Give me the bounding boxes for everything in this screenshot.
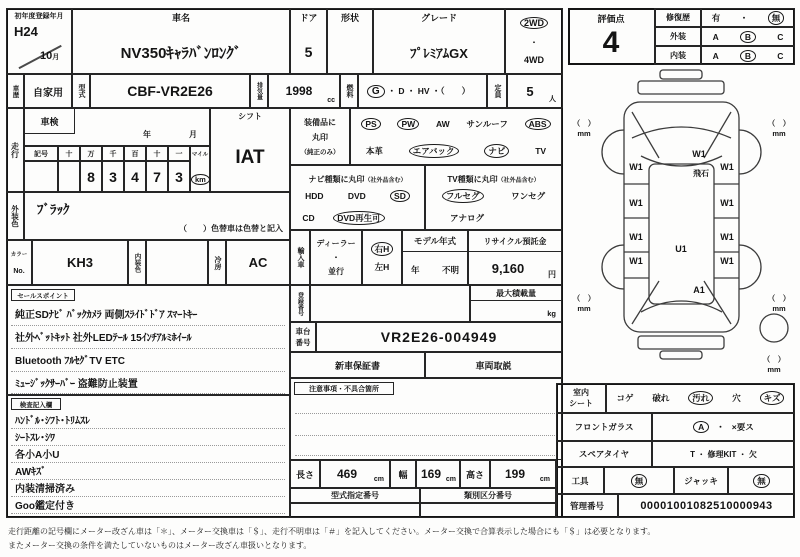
import-dot: ・ <box>332 253 340 262</box>
equipment-item: TV <box>535 146 547 156</box>
car-name-label: 車名 <box>171 13 190 23</box>
drivetrain-4wd: 4WD <box>524 55 544 66</box>
width-value: 169 <box>420 467 442 481</box>
recycle-deposit-label: リサイクル預託金 <box>469 231 561 252</box>
car-name-value: NV350ｷｬﾗﾊﾞﾝﾛﾝｸﾞ <box>120 44 242 62</box>
shift-label: シフト <box>238 112 262 121</box>
repair-dot: ・ <box>739 12 749 23</box>
rear-bumper-bottom <box>660 351 702 359</box>
shaken-cell <box>24 108 210 146</box>
equipment-header-l2: 丸印 <box>312 133 328 142</box>
inspection-notes-label: 検査記入欄 <box>11 398 61 410</box>
equipment-items <box>350 108 562 165</box>
exterior-color-label: 外装色 <box>6 192 24 240</box>
notes-line <box>295 455 557 456</box>
navi-type-item: SD <box>390 190 410 202</box>
rating-score-cell <box>568 8 655 65</box>
notes-label: 注意事項・不具合箇所 <box>294 382 394 395</box>
notes-line <box>295 413 557 414</box>
color-no-label-l2: No. <box>13 267 25 275</box>
new-car-warranty: 新車保証書 <box>290 352 425 378</box>
mileage-symbol-header: 記号 <box>24 146 58 161</box>
tools-none: 無 <box>631 474 648 488</box>
mileage-digit: 3 <box>102 161 124 192</box>
month-value: 10 <box>40 50 53 62</box>
grade-b: B <box>740 31 756 43</box>
sales-point-line: 純正SDﾅﾋﾞ ﾊﾞｯｸｶﾒﾗ 両側ｽﾗｲﾄﾞﾄﾞｱ ｽﾏｰﾄｷｰ <box>11 302 285 326</box>
spare-tread-unit: mm <box>767 365 781 374</box>
sales-point-line: 社外ﾍﾞｯﾄｷｯﾄ 社外LEDﾃｰﾙ 15ｲﾝﾁｱﾙﾐﾎｲｰﾙ <box>11 325 285 349</box>
navi-type-title: ナビ種類に丸印 <box>308 175 365 184</box>
payload-unit: kg <box>547 309 556 318</box>
displacement-label: 排気量 <box>250 74 268 108</box>
damage-mark: W1 <box>692 149 706 159</box>
tv-type-item: アナログ <box>450 213 485 223</box>
mileage-col-header: 千 <box>102 146 124 161</box>
chassis-label-l1: 車台 <box>295 327 311 336</box>
equipment-item: エアバック <box>409 144 459 158</box>
history-label: 車歴 <box>6 74 24 108</box>
fuel-options: ・ D ・ HV ・（ ） <box>387 86 471 96</box>
fuel-gasoline: G <box>367 85 385 98</box>
damage-mark: W1 <box>720 256 734 266</box>
sales-point-line: Bluetooth ﾌﾙｾｸﾞTV ETC <box>11 348 285 372</box>
class-division-label: 類別区分番号 <box>420 488 556 503</box>
mileage-col-header: 百 <box>124 146 146 161</box>
capacity-value: 5 <box>526 83 534 99</box>
km-wrap <box>191 169 209 187</box>
repair-history-label: 修復歴 <box>655 8 701 27</box>
model-year-unknown: 不明 <box>441 265 459 275</box>
type-designation-label: 型式指定番号 <box>290 488 420 503</box>
grade-c: C <box>777 31 784 42</box>
equipment-item: AW <box>435 119 450 129</box>
grade-a: A <box>712 31 719 42</box>
seat-condition-item: コゲ <box>616 393 634 403</box>
equipment-item: ナビ <box>484 144 509 158</box>
navi-type-row-2 <box>293 207 394 229</box>
width-cell <box>416 460 460 488</box>
vehicle-manual: 車両取説 <box>425 352 562 378</box>
recycle-deposit-value: 9,160 <box>491 261 525 276</box>
color-no-label <box>6 240 32 285</box>
import-dealer: ディーラー <box>316 239 356 248</box>
management-number-label: 管理番号 <box>556 494 618 518</box>
tread-unit: mm <box>577 304 591 313</box>
notes-section <box>290 378 562 460</box>
damage-mark: W1 <box>629 198 643 208</box>
length-cell <box>320 460 390 488</box>
shift-value: IAT <box>235 147 265 168</box>
navi-type-row-1 <box>293 185 422 207</box>
tv-type-item: ワンセグ <box>511 191 546 201</box>
import-dealer-cell <box>310 230 362 285</box>
seat-condition-items <box>606 383 795 413</box>
chassis-label <box>290 322 316 352</box>
equipment-header-l3: （純正のみ） <box>300 149 340 156</box>
tv-type-row-1 <box>428 185 559 207</box>
displacement-cell <box>268 74 340 108</box>
jack-label: ジャッキ <box>674 467 728 494</box>
width-unit: cm <box>445 476 456 483</box>
navi-type-note: （社外品含む） <box>364 178 407 184</box>
footer-line-2: またメーター交換の条件を満たしていないものはメーター改ざん車扱いとなります。 <box>8 541 312 550</box>
navi-type-item: CD <box>302 213 315 223</box>
displacement-value: 1998 <box>285 84 313 98</box>
tread-unit: mm <box>772 129 786 138</box>
first-registration-year: H24 <box>14 24 38 39</box>
car-body <box>624 102 739 332</box>
mileage-digit: 4 <box>124 161 146 192</box>
footer-line-1: 走行距離の記号欄にメーター改ざん車は「＊」、メーター交換車は「＄」、走行不明車は「＃」を記入してください。メーター交換で合算表示した場合にも「＄」は必要となります。 <box>8 527 656 536</box>
windshield-label: フロントガラス <box>556 413 652 441</box>
fuel-label: 燃料 <box>340 74 358 108</box>
grade-cell <box>373 8 505 74</box>
tools-value <box>604 467 674 494</box>
height-label: 高さ <box>460 460 490 488</box>
navi-type-item: DVD <box>347 191 366 201</box>
spare-tire-label: スペアタイヤ <box>556 441 652 467</box>
damage-mark: W1 <box>720 162 734 172</box>
seat-label-l1: 室内 <box>573 387 589 397</box>
tools-label: 工具 <box>556 467 604 494</box>
door-label: ドア <box>299 13 318 23</box>
windshield-value <box>652 413 795 441</box>
chassis-label-l2: 番号 <box>295 338 311 347</box>
model-year-unit: 年 <box>411 265 420 275</box>
tread-bracket: （ ） <box>767 119 791 128</box>
navi-type-item: HDD <box>305 191 324 201</box>
cooling-value: AC <box>226 240 290 285</box>
navi-type-item: DVD再生可 <box>333 211 384 225</box>
notes-line <box>295 435 557 436</box>
equipment-item: PS <box>361 118 380 130</box>
grade-label: グレード <box>420 13 457 23</box>
equipment-item: 本革 <box>365 146 383 156</box>
rear-bumper <box>638 336 724 349</box>
inspection-note-line: ﾊﾝﾄﾞﾙ･ｼﾌﾄ･ﾄﾘﾑｽﾚ <box>11 411 285 429</box>
sales-point-line: ﾐｭｰｼﾞｯｸｻｰﾊﾞｰ 盗難防止装置 <box>11 371 285 394</box>
mileage-col-header: 十 <box>146 146 168 161</box>
shaken-month-unit: 月 <box>189 130 197 139</box>
repair-yes: 有 <box>711 12 721 23</box>
interior-grade-value <box>701 46 795 65</box>
shaken-year-unit: 年 <box>143 130 151 139</box>
capacity-unit: 人 <box>549 96 556 103</box>
seat-condition-item: 汚れ <box>688 391 713 405</box>
tv-type-row-2 <box>450 207 484 229</box>
tv-type-note: （社外品含む） <box>497 178 540 184</box>
first-registration-label: 初年度登録年月 <box>14 13 64 20</box>
color-no-value: KH3 <box>32 240 128 285</box>
damage-mark: W1 <box>720 232 734 242</box>
mileage-digit <box>58 161 80 192</box>
front-bumper <box>638 81 724 94</box>
mileage-digit: 3 <box>168 161 190 192</box>
rear-mark: A1 <box>693 285 705 295</box>
first-registration-month <box>40 50 59 62</box>
drivetrain-dot: ・ <box>530 37 538 47</box>
handle-right: 右H <box>371 242 394 256</box>
equipment-row-1 <box>353 111 559 137</box>
type-designation-value <box>290 503 420 518</box>
model-year-label: モデル年式 <box>403 231 467 252</box>
color-no-label-l1: カラー <box>10 252 28 259</box>
shape-label: 形状 <box>340 13 359 23</box>
spare-tire-value: T ・ 修理KIT ・ 欠 <box>652 441 795 467</box>
seat-condition-item: 破れ <box>652 393 670 403</box>
mileage-col-header: 万 <box>80 146 102 161</box>
front-bumper-top <box>660 70 702 79</box>
model-code-label: 型式 <box>72 74 90 108</box>
tread-bracket: （ ） <box>572 294 596 303</box>
import-parallel: 並行 <box>328 267 344 276</box>
grade-value: ﾌﾟﾚﾐｱﾑGX <box>410 45 468 61</box>
management-number-value: 00001001082510000943 <box>618 494 795 518</box>
seat-label-l2: シート <box>569 399 593 409</box>
tv-type-title: TV種類に丸印 <box>447 175 498 184</box>
class-division-value <box>420 503 556 518</box>
grade-b: B <box>740 50 756 62</box>
jack-value <box>728 467 795 494</box>
seat-label <box>556 383 606 413</box>
height-cell <box>490 460 556 488</box>
registration-number-label: 登録番号 <box>290 285 310 322</box>
month-unit: 月 <box>52 54 60 61</box>
mileage-unit-cell <box>190 146 210 192</box>
tread-unit: mm <box>577 129 591 138</box>
length-label: 長さ <box>290 460 320 488</box>
sales-points-section <box>6 285 290 395</box>
windshield-x: ×要ス <box>731 422 754 432</box>
damage-mark: W1 <box>629 256 643 266</box>
mileage-digit: 8 <box>80 161 102 192</box>
model-year-cell <box>402 230 468 285</box>
handle-left: 左H <box>374 262 390 273</box>
tread-bracket: （ ） <box>572 119 596 128</box>
seat-condition-item: キズ <box>760 391 785 405</box>
inspection-note-line: 内装清掃済み <box>11 479 285 497</box>
chassis-value: VR2E26-004949 <box>316 322 562 352</box>
damage-mark: W1 <box>629 232 643 242</box>
inspection-note-line: ｼｰﾄｽﾚ･ｼﾜ <box>11 428 285 446</box>
interior-grade-label: 内装 <box>655 46 701 65</box>
cooling-label: 冷房 <box>208 240 226 285</box>
height-unit: cm <box>539 476 550 483</box>
recycle-deposit-unit: 円 <box>548 270 556 279</box>
shaken-label: 車検 <box>25 109 75 134</box>
payload-label: 最大積載量 <box>471 286 561 301</box>
km-label: km <box>191 174 210 185</box>
capacity-label: 定員 <box>487 74 507 108</box>
door-value: 5 <box>304 44 313 60</box>
equipment-item: PW <box>397 118 419 130</box>
length-value: 469 <box>336 467 358 481</box>
grade-c: C <box>777 50 784 61</box>
history-value: 自家用 <box>24 74 72 108</box>
exterior-color-value: ﾌﾞﾗｯｸ <box>37 202 70 217</box>
floor-mark: U1 <box>675 244 687 254</box>
tv-type-cell <box>425 165 562 230</box>
inspection-note-line: 各小A小U <box>11 445 285 463</box>
door-cell <box>290 8 327 74</box>
mile-label: マイル <box>191 152 209 158</box>
inspection-note-line: AWｷｽﾞ <box>11 462 285 480</box>
seat-condition-item: 穴 <box>732 393 741 403</box>
rating-label: 評価点 <box>597 14 625 24</box>
spare-tread-bracket: （ ） <box>762 355 786 364</box>
car-name-cell <box>72 8 290 74</box>
jack-none: 無 <box>753 474 770 488</box>
payload-cell <box>470 285 562 322</box>
tv-type-item: フルセグ <box>442 189 484 203</box>
car-damage-diagram <box>568 66 795 383</box>
stone-chip-mark: 飛石 <box>693 169 709 178</box>
first-registration-cell <box>6 8 72 74</box>
width-label: 幅 <box>390 460 416 488</box>
grade-a: A <box>712 50 719 61</box>
mileage-col-header: 十 <box>58 146 80 161</box>
mileage-label: 走行 <box>6 108 24 192</box>
shift-cell <box>210 108 290 192</box>
exterior-grade-label: 外装 <box>655 27 701 46</box>
spare-tire <box>760 314 788 342</box>
exterior-grade-value <box>701 27 795 46</box>
equipment-header <box>290 108 350 165</box>
inspection-notes-section <box>6 395 290 518</box>
repair-no: 無 <box>768 11 785 25</box>
mileage-digit: 7 <box>146 161 168 192</box>
mileage-col-header: 一 <box>168 146 190 161</box>
windshield-dot: ・ <box>716 422 725 432</box>
drivetrain-2wd: 2WD <box>520 17 548 29</box>
equipment-item: ABS <box>525 118 551 130</box>
length-unit: cm <box>373 476 384 483</box>
shape-cell <box>327 8 373 74</box>
tread-unit: mm <box>772 304 786 313</box>
recycle-deposit-cell <box>468 230 562 285</box>
damage-mark: W1 <box>629 162 643 172</box>
exterior-color-note: （ ）色替車は色替と記入 <box>179 224 283 233</box>
equipment-row-2 <box>353 138 559 164</box>
fuel-cell <box>358 74 487 108</box>
sales-points-label: セールスポイント <box>11 289 75 301</box>
drivetrain-cell <box>505 8 563 74</box>
equipment-header-l1: 装備品に <box>304 118 336 127</box>
model-code-value: CBF-VR2E26 <box>90 74 250 108</box>
capacity-cell <box>507 74 563 108</box>
interior-color-label: 内装色 <box>128 240 146 285</box>
windshield-grade: A <box>693 421 709 433</box>
inspection-note-line: Goo鑑定付き <box>11 496 285 514</box>
tread-bracket: （ ） <box>767 294 791 303</box>
navi-type-cell <box>290 165 425 230</box>
registration-number-value <box>310 285 470 322</box>
handle-cell <box>362 230 402 285</box>
import-label: 輸入車 <box>290 230 310 285</box>
mileage-symbol-value <box>24 161 58 192</box>
rating-score: 4 <box>602 26 620 59</box>
interior-color-value <box>146 240 208 285</box>
damage-mark: W1 <box>720 198 734 208</box>
exterior-color-cell <box>24 192 290 240</box>
equipment-item: サンルーフ <box>466 119 508 129</box>
displacement-unit: cc <box>327 97 335 104</box>
height-value: 199 <box>504 467 526 481</box>
repair-history-value <box>701 8 795 27</box>
